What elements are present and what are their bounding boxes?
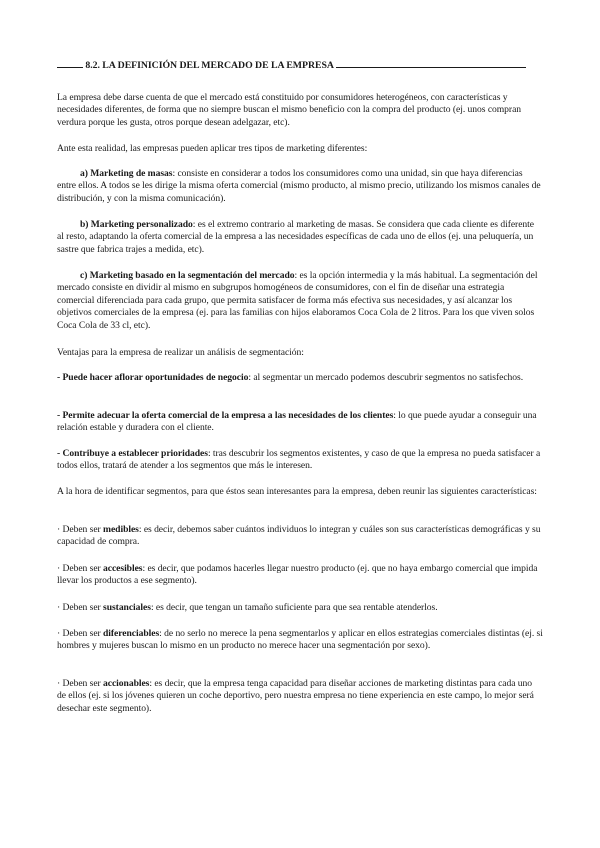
requirement-text: : de no serlo no merece la pena segmentarlos y aplicar en ellos estrategias comerciales distintas (ej. si hombres y mujeres buscan lo mismo en un producto no merece hacer una segmentación por sexo).	[57, 628, 543, 652]
advantage-text: : lo que puede ayudar a conseguir una relación estable y duradera con el cliente.	[57, 410, 537, 434]
heading-rule-left	[57, 58, 83, 68]
requirement-label: accesibles	[103, 563, 143, 574]
type-segmentacion-label: c) Marketing basado en la segmentación del mercado	[80, 270, 295, 281]
requirement-text: : es decir, que la empresa tenga capacidad para diseñar acciones de marketing distintas para cada uno de ellos (ej. si los jóvenes quieren un coche deportivo, pero nuestra empresa no tiene experiencia en este campo, lo mejor será desechar este segmento).	[57, 678, 534, 714]
advantage-item	[57, 410, 543, 435]
requirement-item	[57, 628, 543, 653]
advantage-label: Permite adecuar la oferta comercial de la empresa a las necesidades de los clientes	[62, 410, 394, 421]
requirements-intro: A la hora de identificar segmentos, para que éstos sean interesantes para la empresa, deben reunir las siguientes características:	[57, 486, 537, 497]
advantage-item	[57, 372, 543, 384]
types-intro: Ante esta realidad, las empresas pueden aplicar tres tipos de marketing diferentes:	[57, 143, 368, 154]
requirement-item	[57, 602, 543, 614]
section-title: 8.2. LA DEFINICIÓN DEL MERCADO DE LA EMPRESA	[85, 60, 334, 71]
type-personalizado-label: b) Marketing personalizado	[80, 219, 193, 230]
advantage-item	[57, 448, 543, 473]
requirement-label: diferenciables	[103, 628, 160, 639]
requirement-item	[57, 524, 543, 549]
type-masas	[57, 168, 543, 205]
type-segmentacion-text: : es la opción intermedia y la más habitual. La segmentación del mercado consiste en dividir al mismo en subgrupos homogéneos de consumidores, con el fin de diseñar una estrategia comercial diferenciada para cada grupo, que permita satisfacer de forma más efectiva sus necesidades, y así alcanzar los objetivos comerciales de la empresa (ej. para las familias con hijos elaboramos Coca Cola de 2 litros. Para los que viven solos Coca Cola de 33 cl, etc).	[57, 270, 538, 331]
requirement-label: sustanciales	[103, 602, 151, 613]
section-heading	[57, 58, 543, 72]
advantage-label: Contribuye a establecer prioridades	[62, 448, 208, 459]
requirement-text: : es decir, que tengan un tamaño suficiente para que sea rentable atenderlos.	[150, 602, 438, 613]
type-personalizado	[57, 219, 543, 256]
advantages-intro: Ventajas para la empresa de realizar un análisis de segmentación:	[57, 347, 304, 358]
advantage-prefix: -	[57, 448, 63, 459]
requirement-prefix: · Deben ser	[57, 602, 104, 613]
requirement-prefix: · Deben ser	[57, 563, 104, 574]
requirement-prefix: · Deben ser	[57, 524, 104, 535]
requirement-text: : es decir, que podamos hacerles llegar nuestro producto (ej. que no haya embargo comercial que impida llevar los productos a ese segmento).	[57, 563, 538, 587]
requirement-item	[57, 563, 543, 588]
requirement-label: accionables	[103, 678, 150, 689]
advantage-text: : tras descubrir los segmentos existentes, y caso de que la empresa no pueda satisfacer a todos ellos, tratará de atender a los segmentos que más le interesen.	[57, 448, 541, 472]
type-masas-text: : consiste en considerar a todos los consumidores como una unidad, sin que haya diferencias entre ellos. A todos se les dirige la misma oferta comercial (mismo producto, al mismo precio, utilizando los mismos canales de distribución, y con la misma comunicación).	[57, 168, 541, 204]
requirement-prefix: · Deben ser	[57, 678, 104, 689]
heading-rule-right	[336, 58, 526, 68]
type-personalizado-text: : es el extremo contrario al marketing de masas. Se considera que cada cliente es diferente al resto, adaptando la oferta comercial de la empresa a las necesidades específicas de cada uno de ellos (ej. una peluquería, un sastre que fabrica trajes a medida, etc).	[57, 219, 534, 255]
intro-paragraph: La empresa debe darse cuenta de que el mercado está constituido por consumidores heterogéneos, con características y necesidades diferentes, de forma que no siempre buscan el mismo beneficio con la compra del producto (ej. unos compran verdura porque les gusta, otros porque desean adelgazar, etc).	[57, 92, 522, 128]
advantage-text: : al segmentar un mercado podemos descubrir segmentos no satisfechos.	[248, 372, 524, 383]
advantage-prefix: -	[57, 372, 63, 383]
advantage-label: Puede hacer aflorar oportunidades de negocio	[62, 372, 249, 383]
type-masas-label: a) Marketing de masas	[80, 168, 173, 179]
requirement-label: medibles	[103, 524, 139, 535]
requirement-prefix: · Deben ser	[57, 628, 104, 639]
type-segmentacion	[57, 270, 543, 332]
requirement-text: : es decir, debemos saber cuántos individuos lo integran y cuáles son sus características demográficas y su capacidad de compra.	[57, 524, 541, 548]
advantage-prefix: -	[57, 410, 63, 421]
requirement-item	[57, 678, 543, 715]
